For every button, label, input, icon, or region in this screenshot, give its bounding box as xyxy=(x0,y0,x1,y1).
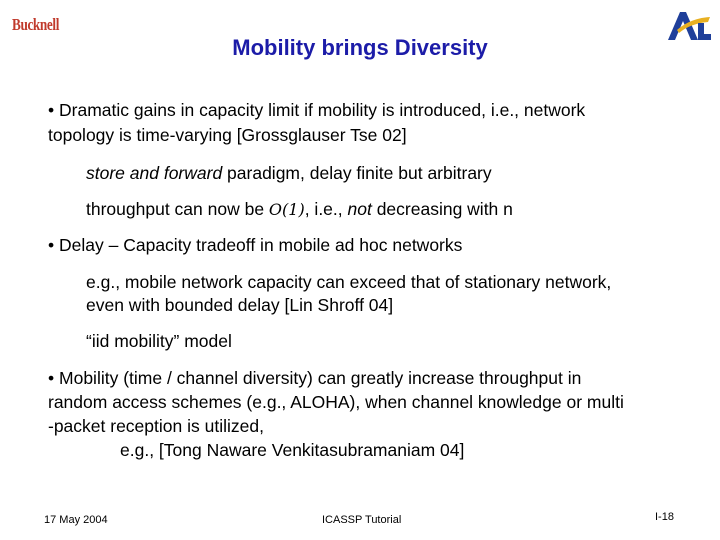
bullet-marker: • xyxy=(48,368,55,388)
bullet-3-line-3: -packet reception is utilized, xyxy=(48,416,264,436)
bullet-1-text-1: Dramatic gains in capacity limit if mobility is introduced, i.e., network xyxy=(59,100,586,120)
footer-date: 17 May 2004 xyxy=(44,514,108,526)
store-forward-rest: paradigm, delay finite but arbitrary xyxy=(222,163,492,183)
bullet-3-line-2: random access schemes (e.g., ALOHA), when channel knowledge or multi xyxy=(48,392,624,412)
bullet-marker: • xyxy=(48,100,55,120)
throughput-mid: , i.e., xyxy=(304,199,348,219)
bullet-3-line-1 xyxy=(48,366,581,391)
bullet-3-text-1: Mobility (time / channel diversity) can greatly increase throughput in xyxy=(59,368,582,388)
bullet-marker: • xyxy=(48,235,55,255)
bucknell-logo: Bucknell xyxy=(12,15,59,34)
footer-event: ICASSP Tutorial xyxy=(322,514,402,526)
sub-item-throughput xyxy=(86,197,513,222)
sub-item-store-forward xyxy=(86,161,492,186)
throughput-pre: throughput can now be xyxy=(86,199,269,219)
store-forward-term: store and forward xyxy=(86,163,223,183)
sub-item-capacity-line-2: even with bounded delay [Lin Shroff 04] xyxy=(86,295,394,315)
bullet-1-line-2: topology is time-varying [Grossglauser Tse 02] xyxy=(48,125,407,145)
sub-item-iid-mobility: “iid mobility” model xyxy=(86,331,232,351)
slide-title: Mobility brings Diversity xyxy=(232,35,488,60)
big-o-formula: O(1) xyxy=(268,200,305,219)
bullet-2-text: Delay – Capacity tradeoff in mobile ad hoc networks xyxy=(59,235,463,255)
bullet-1-line-1 xyxy=(48,98,585,123)
footer-page-number: I-18 xyxy=(655,511,674,523)
bullet-3-line-4: e.g., [Tong Naware Venkitasubramaniam 04] xyxy=(120,440,465,460)
bullet-2 xyxy=(48,233,462,258)
throughput-post: decreasing with n xyxy=(371,199,513,219)
not-emphasis: not xyxy=(347,199,372,219)
sub-item-capacity-line-1: e.g., mobile network capacity can exceed that of stationary network, xyxy=(86,272,612,292)
